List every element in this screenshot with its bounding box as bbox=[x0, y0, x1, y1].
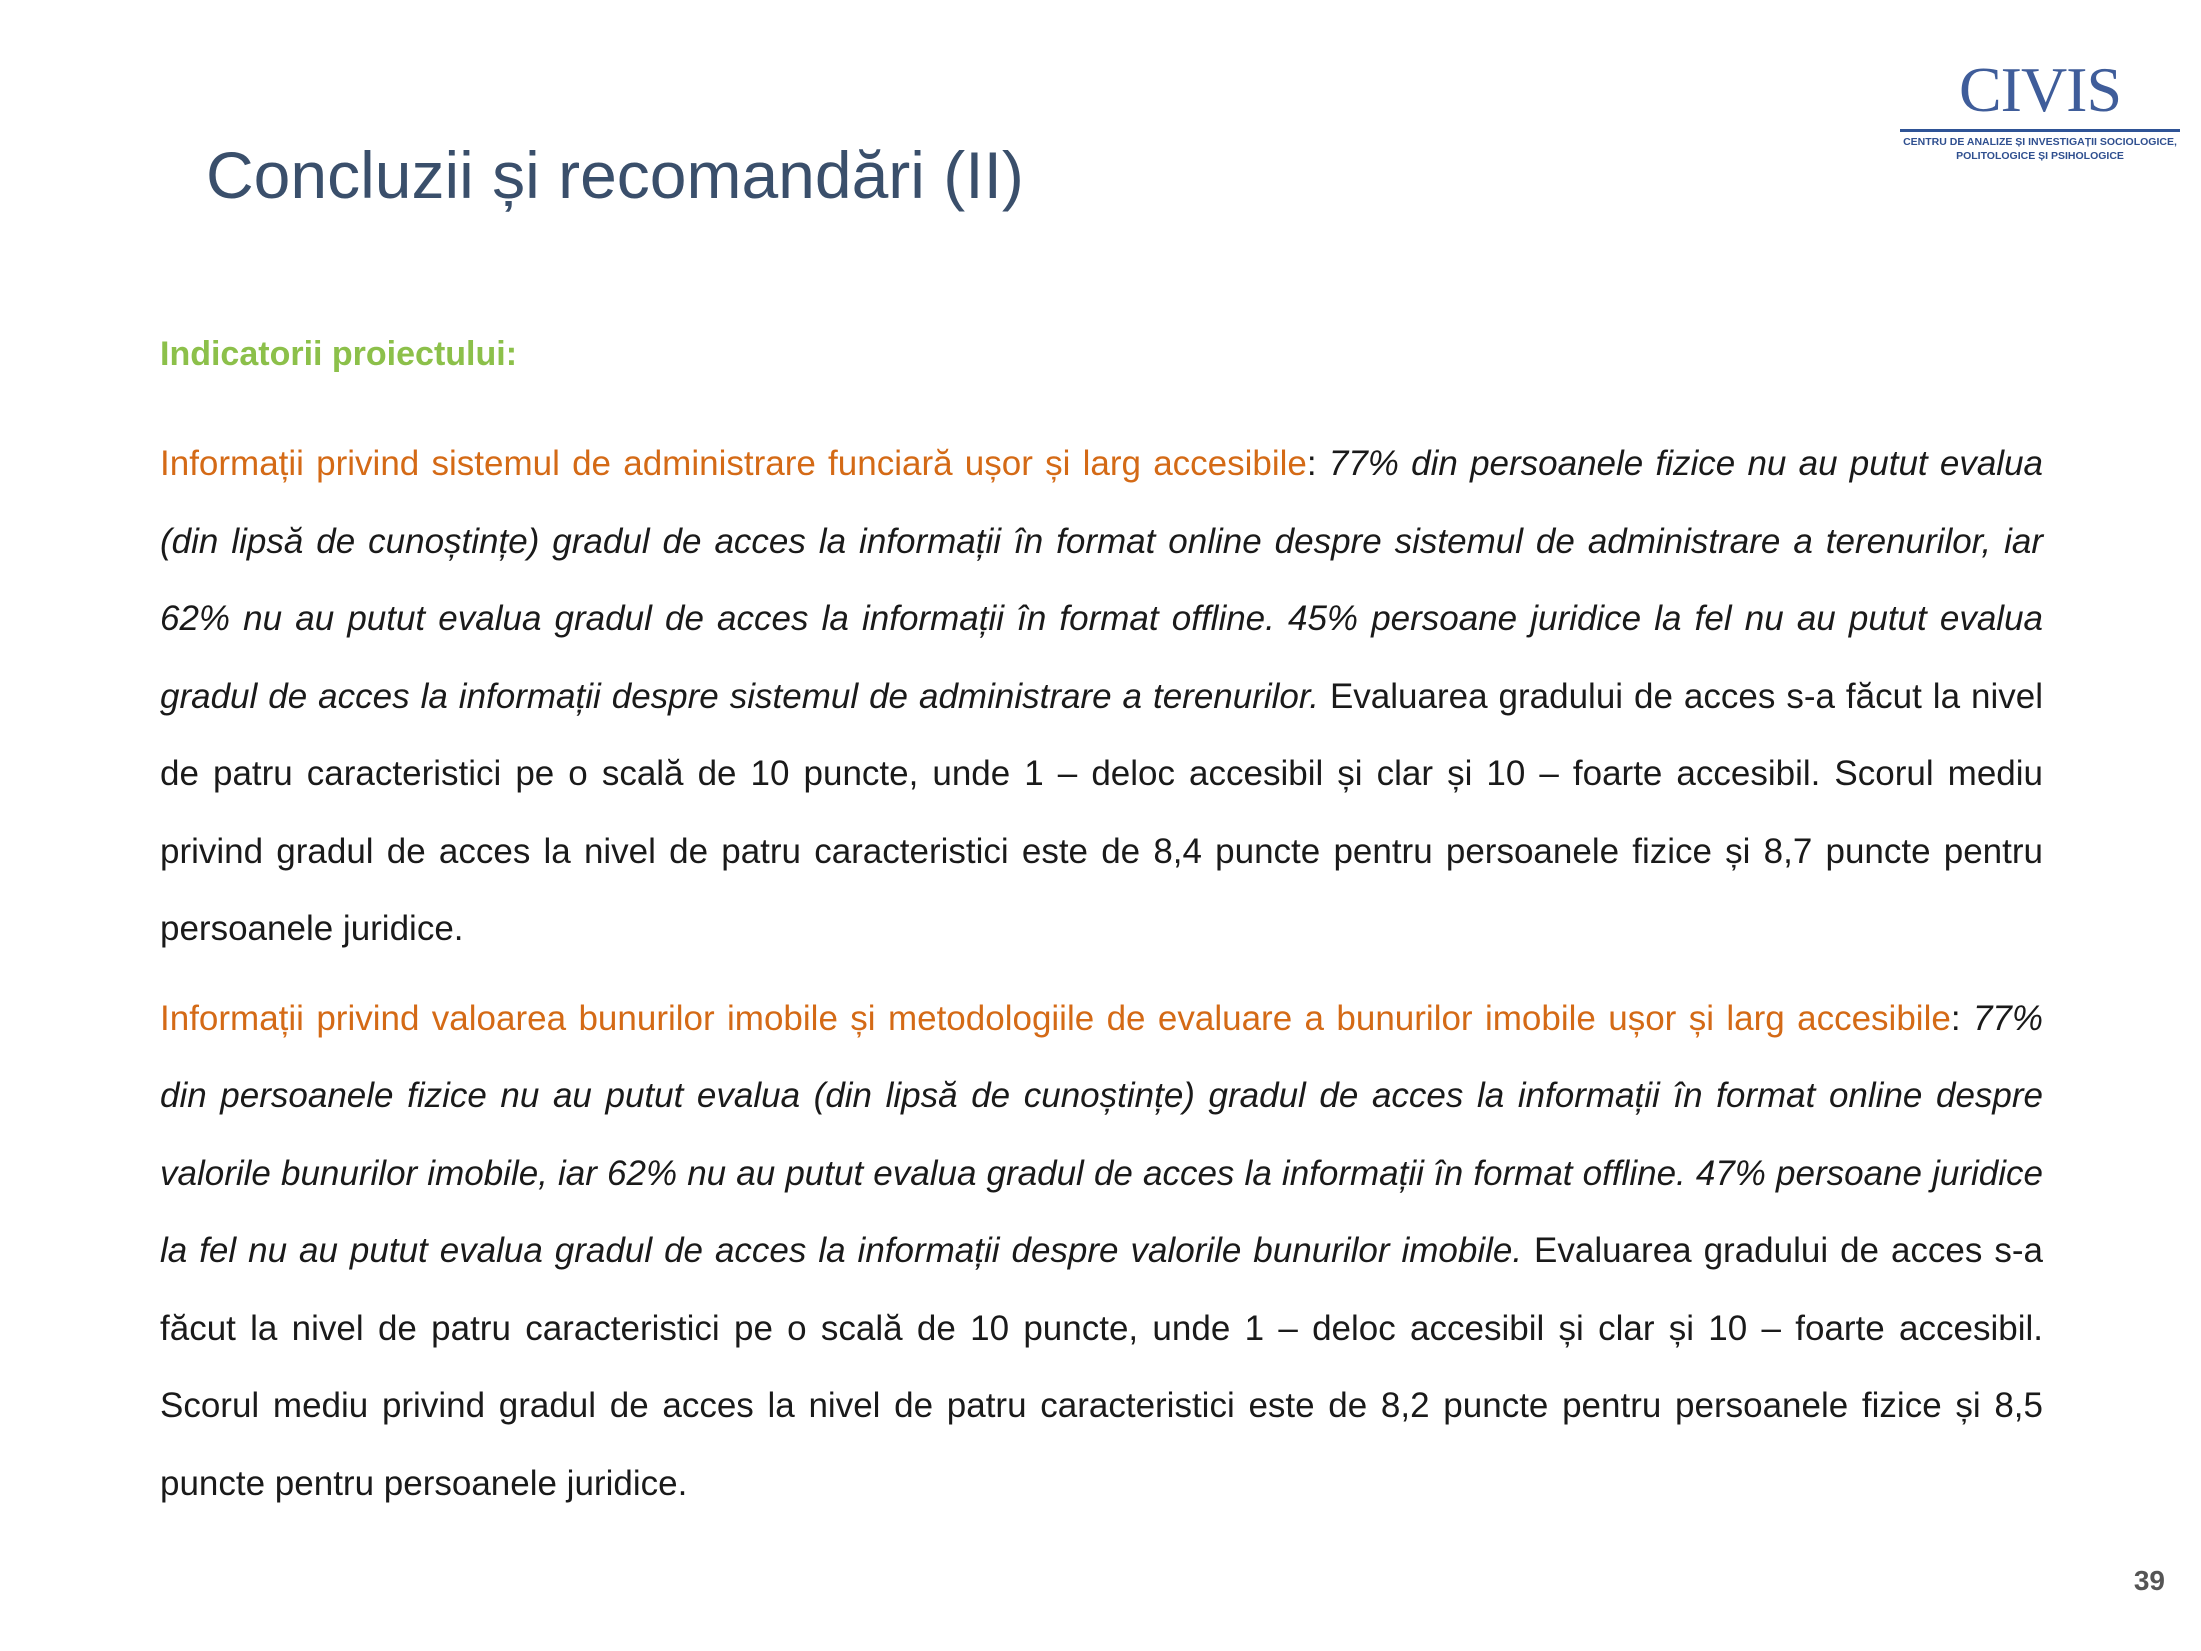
slide-title: Concluzii și recomandări (II) bbox=[206, 138, 1024, 212]
logo-subtitle-line2: POLITOLOGICE ȘI PSIHOLOGICE bbox=[1956, 150, 2124, 162]
logo-wordmark: CIVIS bbox=[1958, 54, 2122, 125]
paragraph-italic: 77% din persoanele fizice nu au putut evalua (din lipsă de cunoștințe) gradul de acces la informații în format online despre sistemul de administrare a terenurilor, iar 62% nu au putut evalua gradul de acces la informații în format offline. 45% persoane juridice la fel nu au putut evalua gradul de acces la informații despre sistemul de administrare a terenurilor. bbox=[160, 444, 2043, 716]
civis-logo bbox=[1895, 55, 2185, 165]
paragraph-highlight: Informații privind valoarea bunurilor imobile și metodologiile de evaluare a bunurilor imobile ușor și larg accesibile bbox=[160, 998, 1951, 1038]
logo-subtitle-line1: CENTRU DE ANALIZE ȘI INVESTIGAȚII SOCIOLOGICE, bbox=[1903, 136, 2177, 148]
slide-body bbox=[160, 425, 2043, 1534]
page-number: 39 bbox=[2133, 1565, 2165, 1596]
section-subheading: Indicatorii proiectului: bbox=[160, 335, 518, 373]
paragraph-separator: : bbox=[1950, 998, 1973, 1038]
paragraph-text: Evaluarea gradului de acces s-a făcut la nivel de patru caracteristici pe o scală de 10 puncte, unde 1 – deloc accesibil și clar și 10 – foarte accesibil. Scorul mediu privind gradul de acces la nivel de patru caracteristici este de 8,4 puncte pentru persoanele fizice și 8,7 puncte pentru persoanele juridice. bbox=[160, 676, 2043, 948]
paragraph-italic: 77% din persoanele fizice nu au putut evalua (din lipsă de cunoștințe) gradul de acces la informații în format online despre valorile bunurilor imobile, iar 62% nu au putut evalua gradul de acces la informații în format offline. 47% persoane juridice la fel nu au putut evalua gradul de acces la informații despre valorile bunurilor imobile. bbox=[160, 998, 2044, 1270]
logo-subtitle bbox=[1895, 135, 2185, 163]
logo-rule bbox=[1900, 129, 2180, 132]
paragraph-highlight: Informații privind sistemul de administrare funciară ușor și larg accesibile bbox=[160, 444, 1307, 483]
paragraph-text: Evaluarea gradului de acces s-a făcut la nivel de patru caracteristici pe o scală de 10 puncte, unde 1 – deloc accesibil și clar și 10 – foarte accesibil. Scorul mediu privind gradul de acces la nivel de patru caracteristici este de 8,2 puncte pentru persoanele fizice și 8,5 puncte pentru persoanele juridice. bbox=[160, 1231, 2043, 1503]
paragraph-land-administration bbox=[160, 425, 2043, 968]
paragraph-separator: : bbox=[1306, 444, 1329, 483]
paragraph-property-values bbox=[160, 980, 2043, 1523]
